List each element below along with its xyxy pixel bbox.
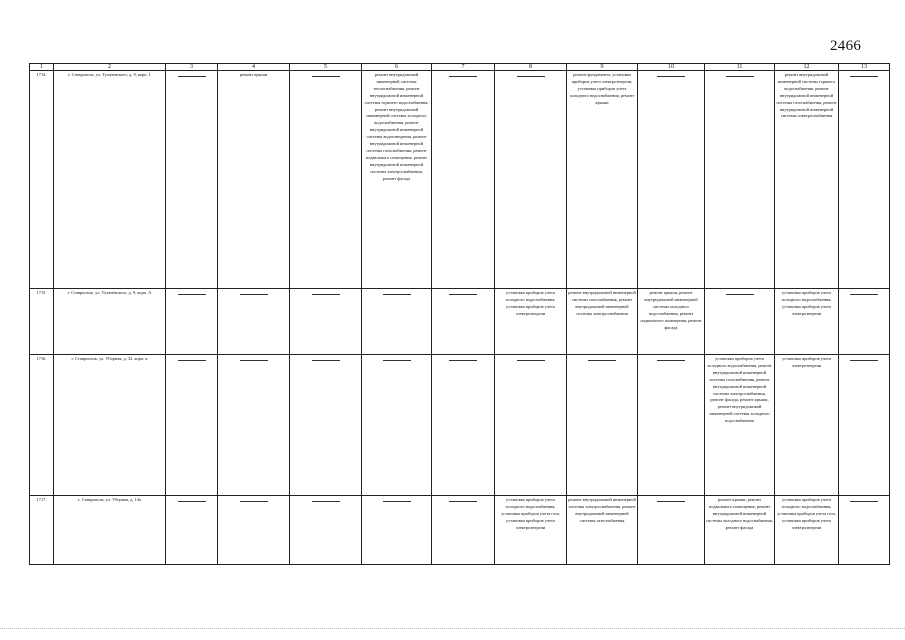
empty-cell [166,496,218,565]
column-header: 1 [30,64,54,71]
column-header: 13 [839,64,890,71]
column-header: 6 [362,64,432,71]
dash-mark [449,360,477,361]
column-header: 10 [638,64,705,71]
table-cell: ремонт внутридомовой инженерной системы газоснабжения, ремонт внутридомовой инженерной системы электроснабжения [567,289,638,355]
table-cell: установка приборов учета холодного водоснабжения, установка приборов учета газа, установка приборов учета электроэнергии [775,496,839,565]
table-cell: установка приборов учета холодного водоснабжения, установка приборов учета газа, установка приборов учета электроэнергии [495,496,567,565]
empty-cell [432,71,495,289]
repair-schedule-table [29,63,890,565]
empty-cell [290,496,362,565]
column-header: 9 [567,64,638,71]
table-cell: установка приборов учета электроэнергии [775,355,839,496]
row-number: 1714. [30,71,54,289]
table-cell: ремонт внутридомовой инженерной системы теплоснабжения, ремонт внутридомовой инженерной системы горячего водоснабжения, ремонт внутридомовой инженерной системы холодного водоснабжения, ремонт внутридомовой инженерной системы водоотведения, ремонт внутридомовой инженерной системы газоснабжения, ремонт подвального помещения, ремонт внутридомовой инженерной системы электроснабжения, ремонт фасада [362,71,432,289]
table-row [30,71,890,289]
dash-mark [383,501,411,502]
dash-mark [240,294,268,295]
table-cell: ремонт крыши, ремонт подвального помещения, ремонт внутридомовой инженерной системы холодного водоснабжения, ремонт фасада [705,496,775,565]
column-header: 8 [495,64,567,71]
dash-mark [240,360,268,361]
table-cell: установка приборов учета холодного водоснабжения, установка приборов учета электроэнергии [495,289,567,355]
empty-cell [495,355,567,496]
page-number: 2466 [830,38,862,54]
dash-mark [383,360,411,361]
empty-cell [290,289,362,355]
row-number: 1717. [30,496,54,565]
empty-cell [432,355,495,496]
dash-mark [657,501,685,502]
empty-cell [362,289,432,355]
column-header: 7 [432,64,495,71]
empty-cell [432,496,495,565]
dash-mark [850,294,878,295]
empty-cell [839,71,890,289]
dash-mark [726,294,754,295]
empty-cell [839,496,890,565]
row-number: 1716. [30,355,54,496]
empty-cell [218,289,290,355]
column-header: 12 [775,64,839,71]
dash-mark [657,360,685,361]
empty-cell [166,355,218,496]
dash-mark [850,360,878,361]
dash-mark [312,294,340,295]
empty-cell [839,289,890,355]
dash-mark [312,360,340,361]
dash-mark [178,76,206,77]
dash-mark [312,76,340,77]
empty-cell [218,355,290,496]
empty-cell [495,71,567,289]
dash-mark [240,501,268,502]
table-cell: ремонт крыши, ремонт внутридомовой инженерной системы холодного водоснабжения, ремонт подвального помещения, ремонт фасада [638,289,705,355]
row-number: 1715. [30,289,54,355]
scan-artifact-line [0,628,905,629]
empty-cell [290,71,362,289]
dash-mark [588,360,616,361]
empty-cell [290,355,362,496]
dash-mark [449,501,477,502]
dash-mark [312,501,340,502]
empty-cell [432,289,495,355]
row-address: г. Ставрополь, ул. Тухачевского, д. 9, корп. А [54,289,166,355]
column-header: 4 [218,64,290,71]
empty-cell [638,71,705,289]
dash-mark [178,501,206,502]
empty-cell [362,496,432,565]
dash-mark [850,76,878,77]
table-cell: ремонт крыши [218,71,290,289]
table-row [30,496,890,565]
dash-mark [517,360,545,361]
table-row [30,355,890,496]
empty-cell [362,355,432,496]
column-header: 3 [166,64,218,71]
table-cell: ремонт внутридомовой инженерной системы горячего водоснабжения, ремонт внутридомовой инженерной системы газоснабжения, ремонт внутридомовой инженерной системы электроснабжения [775,71,839,289]
dash-mark [449,294,477,295]
dash-mark [726,76,754,77]
dash-mark [850,501,878,502]
empty-cell [638,355,705,496]
empty-cell [166,71,218,289]
empty-cell [218,496,290,565]
row-address: г. Ставрополь, ул. Уборная, д. 14а [54,496,166,565]
empty-cell [705,289,775,355]
empty-cell [705,71,775,289]
empty-cell [839,355,890,496]
dash-mark [517,76,545,77]
column-header: 11 [705,64,775,71]
dash-mark [449,76,477,77]
column-header: 2 [54,64,166,71]
column-header-row [30,64,890,71]
column-header: 5 [290,64,362,71]
dash-mark [657,76,685,77]
table-cell: ремонт внутридомовой инженерной системы электроснабжения, ремонт внутридомовой инженерной системы газоснабжения [567,496,638,565]
row-address: г. Ставрополь, ул. Уборная, д. 32, корп. в [54,355,166,496]
dash-mark [178,360,206,361]
dash-mark [178,294,206,295]
empty-cell [638,496,705,565]
table-cell: установка приборов учета холодного водоснабжения, установка приборов учета электроэнергии [775,289,839,355]
row-address: г. Ставрополь, ул. Тухачевского, д. 9, корп. 1 [54,71,166,289]
empty-cell [567,355,638,496]
empty-cell [166,289,218,355]
table-cell: установка приборов учета холодного водоснабжения, ремонт внутридомовой инженерной системы газоснабжения, ремонт внутридомовой инженерной системы электроснабжения, ремонт фасада, ремонт крыши, ремонт внутридомовой инженерной системы холодного водоснабжения [705,355,775,496]
table-cell: ремонт фундамента, установка приборов учета электроэнергии, установка приборов учета холодного водоснабжения, ремонт крыши [567,71,638,289]
table-row [30,289,890,355]
dash-mark [383,294,411,295]
